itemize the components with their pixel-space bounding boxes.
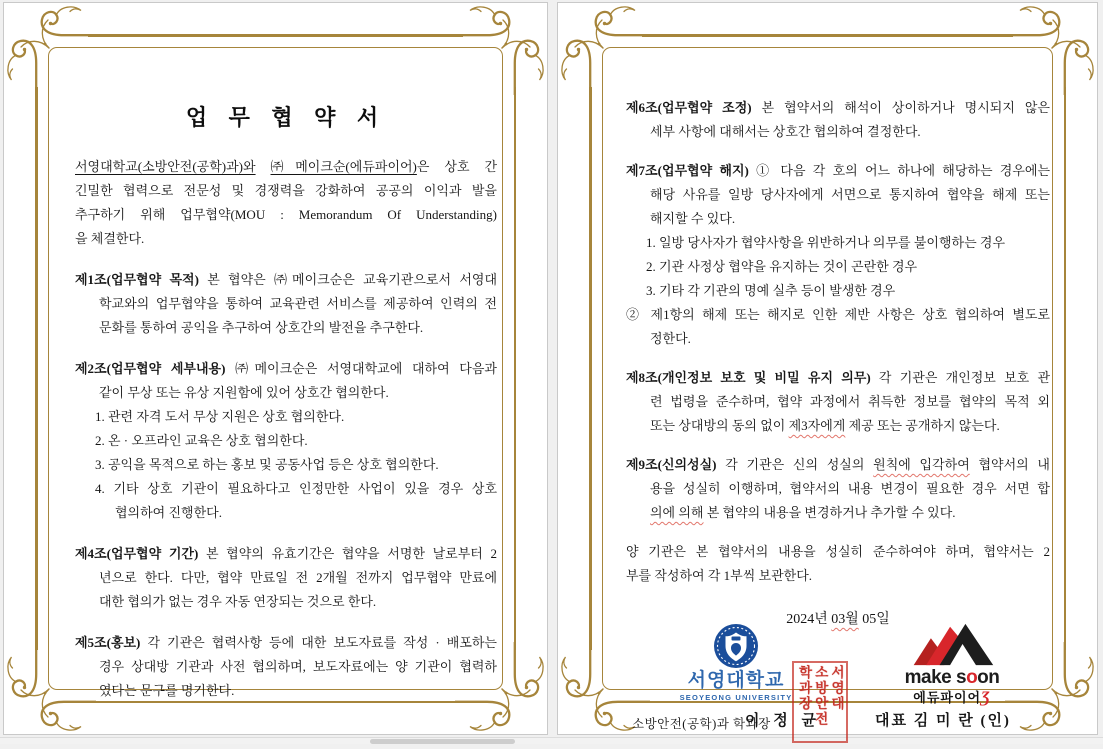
text-line [626, 183, 1050, 207]
signer-left-name: 이 정 균 [745, 713, 821, 729]
text-segment: 4. 기타 상호 기관이 필요하다고 인정만한 사업이 있을 경우 상호 [95, 481, 497, 496]
frame-line-left [589, 87, 592, 650]
page-left [3, 2, 548, 735]
text-segment: 세부 사항에 대해서는 상호간 협의하여 결정한다. [650, 124, 921, 139]
article-4 [75, 542, 497, 614]
signature-area-wrap [626, 619, 1050, 747]
text-segment: 협약서의 내 [969, 457, 1050, 472]
text-segment: 을 체결한다. [75, 231, 145, 246]
text-line [626, 255, 1050, 279]
article-heading: 제5조(홍보) [75, 635, 141, 650]
spellcheck-squiggle-text: 03월 [831, 612, 859, 627]
spellcheck-squiggle-text: 제3자에게 [788, 418, 846, 433]
text-line [626, 477, 1050, 501]
article-7 [626, 159, 1050, 351]
text-line [626, 279, 1050, 303]
seoyeong-university-logo [678, 623, 794, 702]
spellcheck-squiggle-text: 원칙에 입각하여 [873, 457, 970, 472]
page-right [557, 2, 1098, 735]
text-segment: 1. 관련 자격 도서 무상 지원은 상호 협의한다. [95, 409, 345, 424]
text-line [626, 159, 1050, 183]
makesoon-mountain-icon [904, 621, 1000, 667]
frame-line-left [35, 87, 38, 650]
text-segment: 양 기관은 본 협약서의 내용을 성실히 준수하여야 하며, 협약서는 2 [626, 544, 1050, 559]
text-segment: 본 협약의 유효기간은 협약을 서명한 날로부터 2 [198, 546, 497, 561]
edufire-text: 에듀파이어 [913, 689, 982, 705]
text-segment: ② 제1항의 해제 또는 해지로 인한 제반 사항은 상호 협의하여 별도로 [626, 307, 1050, 322]
text-segment: 1. 일방 당사자가 협약사항을 위반하거나 의무를 불이행하는 경우 [646, 235, 1006, 250]
horizontal-scrollbar-track[interactable] [0, 737, 1103, 744]
text-segment: 긴밀한 협력으로 전문성 및 경쟁력을 강화하여 공공의 이익과 발을 [75, 183, 497, 198]
text-segment: ㈜메이크순은 서영대학교에 대하여 다음과 [225, 361, 497, 376]
text-line [75, 316, 497, 340]
text-line [75, 405, 497, 429]
text-segment: 용을 성실히 이행하며, 협약서의 내용 변경이 필요한 경우 서면 합 [650, 481, 1050, 496]
text-segment: 각 기관은 개인정보 보호 관 [870, 370, 1051, 385]
text-line [75, 631, 497, 655]
university-name-english: SEOYEONG UNIVERSITY [679, 692, 793, 702]
text-segment: 본 협약의 내용을 변경하거나 추가할 수 있다. [703, 505, 956, 520]
text-line [626, 564, 1050, 588]
text-segment: 본 협약서의 해석이 상이하거나 명시되지 않은 [751, 100, 1050, 115]
text-segment: 였다는 문구를 명기한다. [99, 683, 235, 698]
corner-flourish-icon [4, 3, 96, 95]
university-emblem-icon [713, 623, 759, 669]
article-heading: 제6조(업무협약 조정) [626, 100, 752, 115]
article-9 [626, 453, 1050, 525]
article-5 [75, 631, 497, 703]
text-line [626, 540, 1050, 564]
text-segment: 문화를 통하여 공익을 추구하여 상호간의 발전을 추구한다. [99, 320, 424, 335]
seal-text-column: 학과장 [796, 665, 812, 712]
text-line [75, 655, 497, 679]
text-segment: 학교와의 업무협약을 통하여 교육관련 서비스를 제공하여 인력의 전 [99, 296, 497, 311]
intro-paragraph [75, 155, 497, 251]
text-segment: 경우 상대방 기관과 사전 협의하며, 보도자료에는 양 기관이 협력하 [99, 659, 497, 674]
text-line [626, 231, 1050, 255]
seal-text-column: 소방안전 [812, 665, 828, 727]
text-line [75, 357, 497, 381]
text-line [626, 303, 1050, 327]
text-segment: 2024년 [786, 612, 832, 627]
text-segment: 정한다. [650, 331, 691, 346]
text-segment: 또는 상대방의 동의 없이 [650, 418, 789, 433]
text-segment: 2. 기관 사정상 협약을 유지하는 것이 곤란한 경우 [646, 259, 918, 274]
article-heading: 제8조(개인정보 보호 및 비밀 유지 의무) [626, 370, 871, 385]
text-line [626, 453, 1050, 477]
article-2 [75, 357, 497, 525]
frame-line-right [1064, 87, 1067, 650]
underlined-text: 서영대학교(소방안전(공학)과)와 [75, 159, 256, 174]
text-line [626, 366, 1050, 390]
text-line [75, 179, 497, 203]
page-right-content [626, 81, 1050, 632]
text-segment: 련 법령을 준수하며, 협약 과정에서 취득한 정보를 협약의 목적 외 [650, 394, 1050, 409]
text-segment: 대한 협의가 없는 경우 자동 연장되는 것으로 한다. [99, 594, 377, 609]
text-segment: 각 기관은 협력사항 등에 대한 보도자료를 작성 · 배포하는 [140, 635, 497, 650]
text-line [626, 414, 1050, 438]
text-segment: 2. 온 · 오프라인 교육은 상호 협의한다. [95, 433, 308, 448]
makesoon-wordmark [886, 668, 1018, 688]
text-line [75, 679, 497, 703]
text-line [75, 590, 497, 614]
text-line [75, 155, 497, 179]
text-segment: 년으로 한다. 다만, 협약 만료일 전 2개월 전까지 업무협약 만료에 [99, 570, 497, 585]
article-heading: 제1조(업무협약 목적) [75, 272, 199, 287]
frame-line-right [514, 87, 517, 650]
text-line [75, 542, 497, 566]
text-line [626, 96, 1050, 120]
signature-area [626, 621, 1050, 749]
underlined-text: ㈜메이크순(에듀파이어) [270, 159, 417, 174]
text-segment: 같이 무상 또는 유상 지원함에 있어 상호간 협의한다. [99, 385, 389, 400]
text-segment: 본 협약은 ㈜메이크순은 교육기관으로서 서영대 [198, 272, 498, 287]
signer-left-title: 소방안전(공학)과 학과장 [632, 717, 771, 731]
text-line [75, 381, 497, 405]
text-segment: 부를 작성하여 각 1부씩 보관한다. [626, 568, 813, 583]
text-segment: 은 상호 간 [416, 159, 497, 174]
text-segment: 3. 공익을 목적으로 하는 홍보 및 공동사업 등은 상호 협의한다. [95, 457, 439, 472]
makesoon-logo [886, 621, 1018, 707]
frame-line-top [642, 34, 1013, 37]
text-segment: 해당 사유를 일방 당사자에게 서면으로 통지하여 협약을 해제 또는 [650, 187, 1050, 202]
text-line [626, 501, 1050, 525]
text-line [75, 227, 497, 251]
text-line [75, 429, 497, 453]
text-segment [256, 159, 271, 174]
spellcheck-squiggle-text: 의에 의해 [650, 505, 704, 520]
text-segment: 해지할 수 있다. [650, 211, 736, 226]
university-name: 서영대학교 [687, 670, 785, 691]
article-1 [75, 268, 497, 340]
article-heading: 제7조(업무협약 해지) [626, 163, 749, 178]
text-line [75, 292, 497, 316]
text-line [75, 566, 497, 590]
signer-right-name: 대표 김 미 란 (인) [875, 713, 1011, 729]
article-heading: 제2조(업무협약 세부내용) [75, 361, 226, 376]
article-6 [626, 96, 1050, 144]
text-segment: 추구하기 위해 업무협약(MOU : Memorandum Of Understanding) [75, 207, 497, 222]
article-heading: 제4조(업무협약 기간) [75, 546, 199, 561]
text-line [75, 268, 497, 292]
makesoon-text-black: on [977, 667, 1000, 688]
text-segment: 협의하여 진행한다. [115, 505, 222, 520]
article-heading: 제9조(신의성실) [626, 457, 717, 472]
edufire-label [886, 690, 1018, 707]
page-left-content [75, 103, 497, 703]
text-line [626, 327, 1050, 351]
text-line [626, 390, 1050, 414]
text-segment: 05일 [858, 612, 890, 627]
article-8 [626, 366, 1050, 438]
text-line [75, 203, 497, 227]
closing-paragraph [626, 540, 1050, 588]
text-segment: 제공 또는 공개하지 않는다. [845, 418, 1000, 433]
text-line [75, 453, 497, 477]
text-segment: 3. 기타 각 기관의 명예 실추 등이 발생한 경우 [646, 283, 896, 298]
makesoon-text-red: o [966, 667, 978, 688]
seal-text-column: 서영대 [829, 665, 844, 712]
red-seal-stamp [792, 661, 848, 743]
horizontal-scrollbar-thumb[interactable] [370, 739, 515, 744]
makesoon-text-black: make s [904, 667, 967, 688]
text-line [626, 207, 1050, 231]
corner-flourish-icon [455, 3, 547, 95]
text-line [626, 120, 1050, 144]
text-line [75, 501, 497, 525]
text-segment: 각 기관은 신의 성실의 [716, 457, 874, 472]
text-segment: ① 다음 각 호의 어느 하나에 해당하는 경우에는 [748, 163, 1051, 178]
flame-glyph-icon: Ʒ [981, 688, 991, 706]
doc-title: 업 무 협 약 서 [185, 105, 387, 130]
text-line [75, 477, 497, 501]
frame-line-top [88, 34, 463, 37]
